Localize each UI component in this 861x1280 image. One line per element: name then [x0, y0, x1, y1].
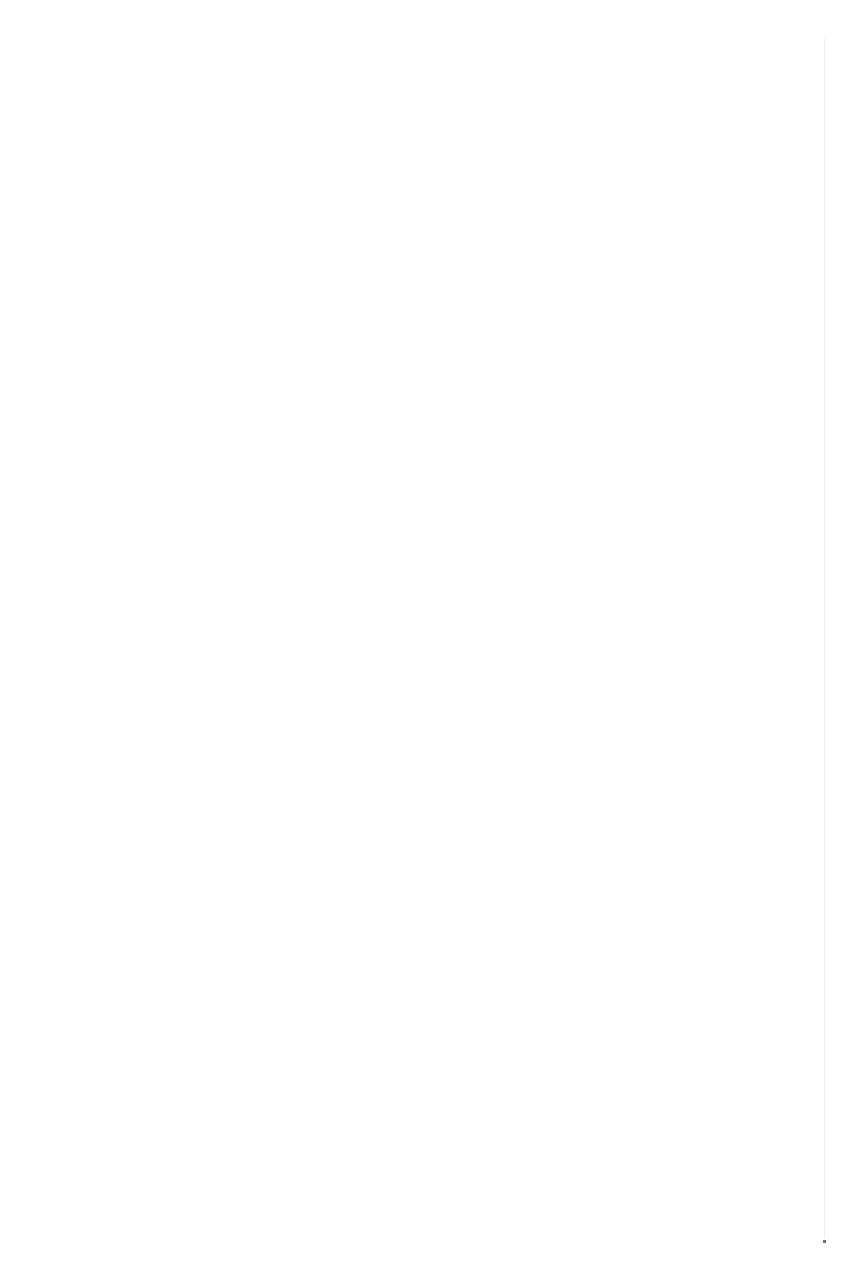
- scroll-end-marker: [823, 1240, 826, 1243]
- vertical-scroll-track[interactable]: [824, 38, 825, 1238]
